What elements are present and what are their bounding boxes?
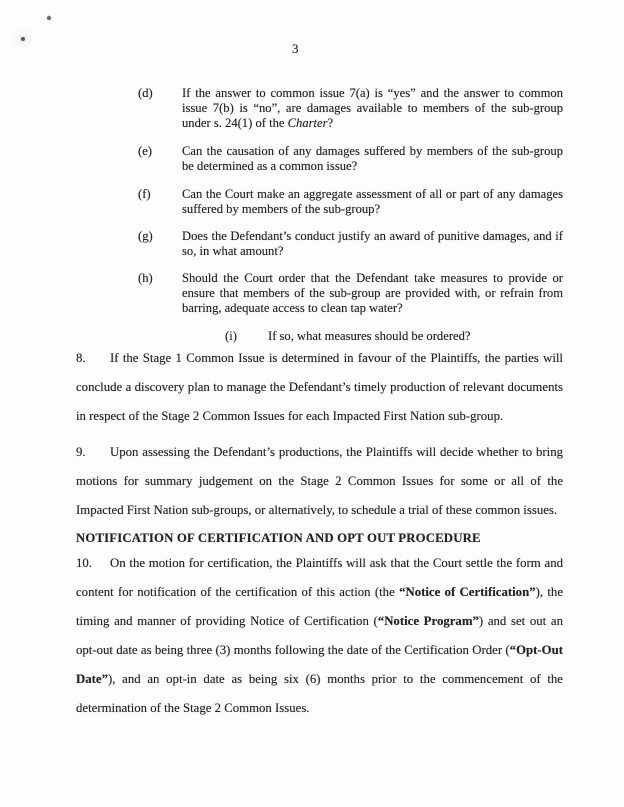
question-item-h — [76, 271, 563, 316]
item-marker-h: (h) — [138, 271, 153, 285]
paragraph-9 — [76, 438, 563, 525]
item-marker-i: (i) — [225, 329, 237, 343]
defined-term-notice-of-certification: “Notice of Certification” — [399, 585, 536, 599]
paragraph-10-segment: On the motion for certification, the Plaintiffs will ask that the Court settle the form and content for notification of the certification of this action (the — [76, 556, 563, 599]
paragraph-8-number: 8. — [76, 351, 86, 365]
paragraph-9-text: Upon assessing the Defendant’s productions, the Plaintiffs will decide whether to bring motions for summary judgement on the Stage 2 Common Issues for some or all of the Impacted First Nation sub-groups, or alternatively, to schedule a trial of these common issues. — [76, 445, 563, 517]
defined-term-opt-out-date: “Opt-Out Date” — [76, 643, 563, 686]
item-text-d — [182, 86, 563, 131]
paragraph-10 — [76, 549, 563, 723]
paragraph-8 — [76, 344, 563, 431]
scan-speck — [46, 15, 51, 20]
item-text-d-segment: ? — [327, 116, 334, 130]
question-item-g — [76, 229, 563, 259]
item-text-h: Should the Court order that the Defendant take measures to provide or ensure that members of the sub-group are provided with, or refrain from barring, adequate access to clean tap water? — [182, 271, 563, 315]
paragraph-10-segment: ), and an opt-in date as being six (6) months prior to the commencement of the determination of the Stage 2 Common Issues. — [76, 672, 563, 715]
scan-speck — [21, 37, 25, 41]
defined-term-notice-program: “Notice Program” — [377, 614, 479, 628]
common-issues-sublist — [76, 86, 563, 344]
item-marker-f: (f) — [138, 187, 151, 201]
paragraph-10-segment: ) and set out an opt-out date as being three (3) months following the date of the Certification Order ( — [76, 614, 563, 657]
item-marker-e: (e) — [138, 144, 152, 158]
question-item-i — [76, 329, 563, 344]
paragraph-10-number: 10. — [76, 556, 92, 570]
item-marker-d: (d) — [138, 86, 153, 100]
section-heading: NOTIFICATION OF CERTIFICATION AND OPT OUT PROCEDURE — [76, 531, 481, 545]
paragraph-9-number: 9. — [76, 445, 86, 459]
paragraph-10-segment: ), the timing and manner of providing Notice of Certification ( — [76, 585, 563, 628]
document-body — [76, 86, 563, 723]
item-text-e: Can the causation of any damages suffered by members of the sub-group be determined as a common issue? — [182, 144, 563, 173]
page-number: 3 — [292, 41, 299, 56]
question-item-d — [76, 86, 563, 131]
item-text-i: If so, what measures should be ordered? — [268, 329, 471, 343]
question-item-f — [76, 187, 563, 217]
item-marker-g: (g) — [138, 229, 153, 243]
question-item-e — [76, 144, 563, 174]
charter-italic-term: Charter — [287, 116, 328, 130]
paragraph-8-text: If the Stage 1 Common Issue is determined in favour of the Plaintiffs, the parties will conclude a discovery plan to manage the Defendant’s timely production of relevant documents in respect of the Stage 2 Common Issues for each Impacted First Nation sub-group. — [76, 351, 563, 423]
item-text-f: Can the Court make an aggregate assessment of all or part of any damages suffered by members of the sub-group? — [182, 187, 563, 216]
item-text-d-segment: If the answer to common issue 7(a) is “yes” and the answer to common issue 7(b) is “no”, are damages available to members of the sub-group under s. 24(1) of the — [182, 86, 563, 130]
item-text-g: Does the Defendant’s conduct justify an award of punitive damages, and if so, in what amount? — [182, 229, 563, 258]
